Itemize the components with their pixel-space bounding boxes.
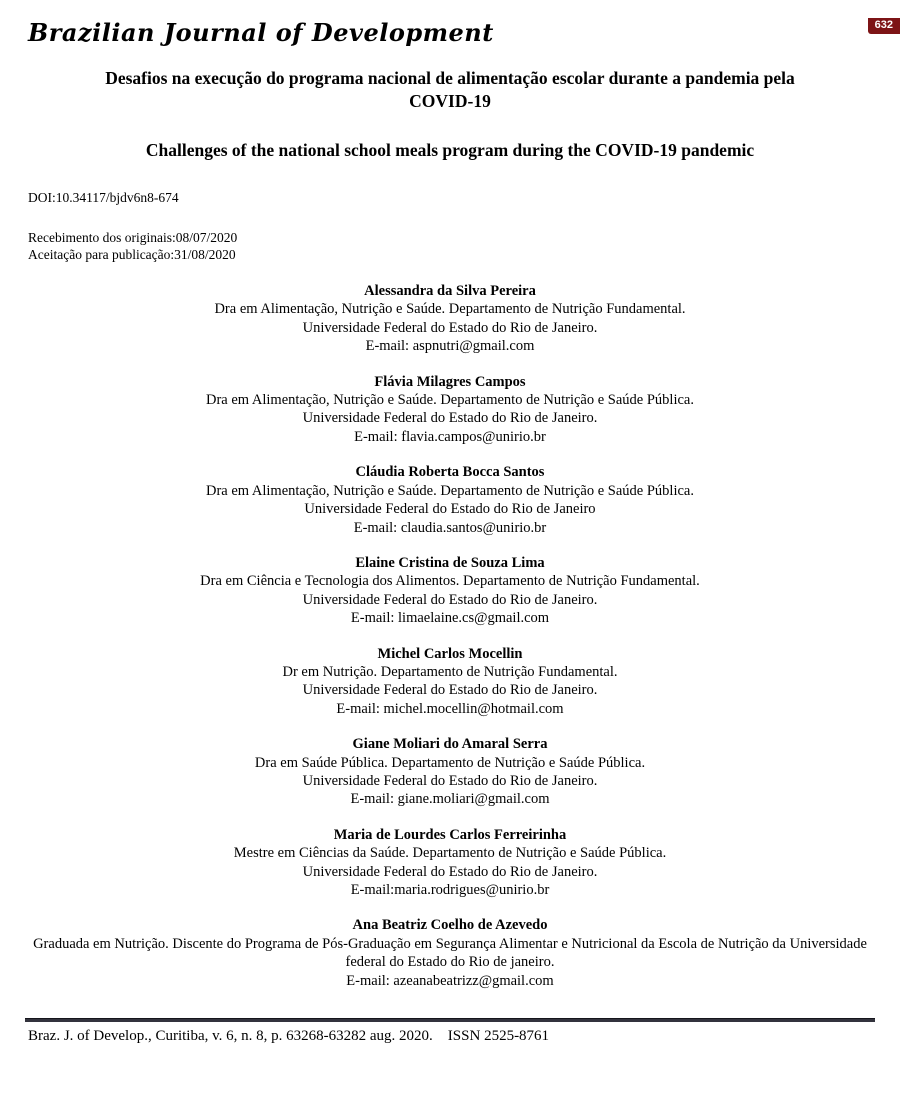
author-affiliation-line: Dra em Saúde Pública. Departamento de Nutrição e Saúde Pública. xyxy=(254,754,646,771)
author-affiliation-line: Universidade Federal do Estado do Rio de Janeiro xyxy=(304,501,596,518)
author-email: E-mail: michel.mocellin@hotmail.com xyxy=(336,700,564,717)
author-affiliation-line: Universidade Federal do Estado do Rio de Janeiro. xyxy=(302,863,598,880)
author-affiliation-line: Dr em Nutrição. Departamento de Nutrição Fundamental. xyxy=(282,663,618,680)
author-affiliation-line: Dra em Alimentação, Nutrição e Saúde. Departamento de Nutrição e Saúde Pública. xyxy=(206,482,694,499)
author-affiliation-line: Mestre em Ciências da Saúde. Departamento de Nutrição e Saúde Pública. xyxy=(233,845,667,862)
author-block xyxy=(28,645,872,719)
doi-line: DOI:10.34117/bjdv6n8-674 xyxy=(28,190,179,206)
author-block xyxy=(28,554,872,628)
author-name: Elaine Cristina de Souza Lima xyxy=(355,554,545,571)
author-affiliation-line: Universidade Federal do Estado do Rio de Janeiro. xyxy=(302,410,598,427)
author-name: Giane Moliari do Amaral Serra xyxy=(352,736,548,753)
article-title-portuguese: Desafios na execução do programa nacional de alimentação escolar durante a pandemia pela COVID-19 xyxy=(105,68,795,112)
journal-name: Brazilian Journal of Development xyxy=(28,18,494,47)
author-name: Ana Beatriz Coelho de Azevedo xyxy=(352,917,548,934)
page-number-badge: 632 xyxy=(868,18,900,34)
author-name: Alessandra da Silva Pereira xyxy=(364,283,536,300)
submission-dates xyxy=(28,230,872,264)
author-affiliation-line: Universidade Federal do Estado do Rio de Janeiro. xyxy=(302,319,598,336)
author-affiliation-line: Dra em Alimentação, Nutrição e Saúde. Departamento de Nutrição e Saúde Pública. xyxy=(206,392,694,409)
author-block xyxy=(28,463,872,537)
author-name: Cláudia Roberta Bocca Santos xyxy=(355,464,545,481)
received-date-line: Recebimento dos originais:08/07/2020 xyxy=(28,230,238,246)
footer-divider xyxy=(25,1018,875,1022)
author-name: Michel Carlos Mocellin xyxy=(377,645,523,662)
author-block xyxy=(28,916,872,990)
author-affiliation-line: Dra em Alimentação, Nutrição e Saúde. Departamento de Nutrição Fundamental. xyxy=(214,301,686,318)
author-block xyxy=(28,826,872,900)
author-affiliation-line: Universidade Federal do Estado do Rio de Janeiro. xyxy=(302,772,598,789)
accepted-date-line: Aceitação para publicação:31/08/2020 xyxy=(28,247,236,263)
author-block xyxy=(28,373,872,447)
document-page xyxy=(0,18,900,990)
authors-section xyxy=(28,282,872,990)
author-email: E-mail: giane.moliari@gmail.com xyxy=(350,791,550,808)
author-block xyxy=(28,282,872,356)
author-email: E-mail: azeanabeatrizz@gmail.com xyxy=(346,972,554,989)
author-affiliation-line: Dra em Ciência e Tecnologia dos Alimentos. Departamento de Nutrição Fundamental. xyxy=(200,573,700,590)
footer-citation: Braz. J. of Develop., Curitiba, v. 6, n. 8, p. 63268-63282 aug. 2020. ISSN 2525-8761 xyxy=(28,1028,550,1044)
author-email: E-mail: flavia.campos@unirio.br xyxy=(354,428,546,445)
author-name: Flávia Milagres Campos xyxy=(374,373,526,390)
author-affiliation-line: Universidade Federal do Estado do Rio de Janeiro. xyxy=(302,591,598,608)
author-block xyxy=(28,735,872,809)
author-affiliation-line: Graduada em Nutrição. Discente do Programa de Pós-Graduação em Segurança Alimentar e Nutricional da Escola de Nutrição da Universidade federal do Estado do Rio de janeiro. xyxy=(33,935,867,971)
author-email: E-mail: limaelaine.cs@gmail.com xyxy=(350,610,550,627)
author-email: E-mail:maria.rodrigues@unirio.br xyxy=(350,882,550,898)
author-affiliation-line: Universidade Federal do Estado do Rio de Janeiro. xyxy=(302,682,598,699)
author-name: Maria de Lourdes Carlos Ferreirinha xyxy=(333,826,567,843)
author-email: E-mail: claudia.santos@unirio.br xyxy=(353,519,547,536)
article-title-english: Challenges of the national school meals program during the COVID-19 pandemic xyxy=(145,140,755,161)
author-email: E-mail: aspnutri@gmail.com xyxy=(365,338,535,355)
